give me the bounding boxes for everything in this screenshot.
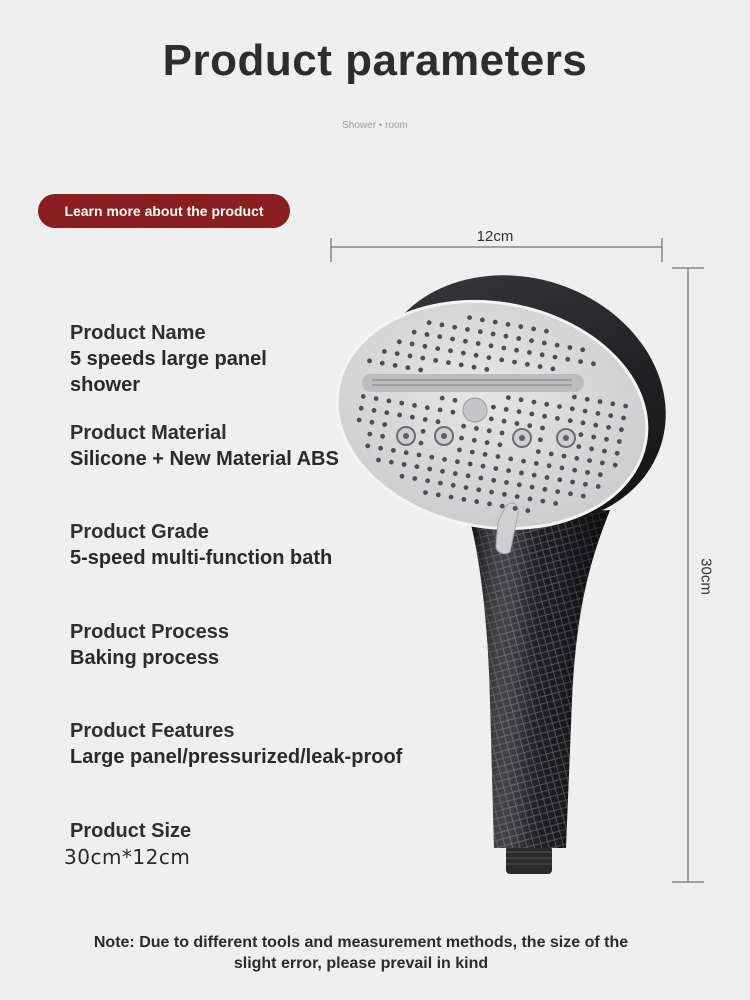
spray-hole: [568, 345, 573, 350]
spray-hole: [480, 318, 485, 323]
spray-hole: [380, 434, 385, 439]
spray-hole: [376, 458, 381, 463]
spray-hole: [361, 394, 366, 399]
spray-hole: [600, 461, 605, 466]
spray-hole: [526, 508, 531, 513]
spray-hole: [429, 455, 434, 460]
spray-hole: [501, 346, 506, 351]
spray-hole: [419, 441, 424, 446]
spray-hole: [565, 357, 570, 362]
spray-hole: [540, 426, 545, 431]
spray-hole: [598, 472, 603, 477]
spray-hole: [500, 504, 505, 509]
spray-hole: [399, 401, 404, 406]
spray-hole: [415, 464, 420, 469]
spray-hole: [436, 493, 441, 498]
spray-hole: [466, 473, 471, 478]
spray-hole: [589, 446, 594, 451]
spec-value: 30cm*12cm: [64, 845, 191, 869]
spray-hole: [474, 353, 479, 358]
spray-hole: [547, 463, 552, 468]
spray-hole: [551, 367, 556, 372]
spray-hole: [506, 468, 511, 473]
spray-hole: [608, 413, 613, 418]
spray-hole: [479, 476, 484, 481]
spray-hole: [436, 419, 441, 424]
note-line-1: Note: Due to different tools and measurement methods, the size of the: [93, 934, 629, 951]
spray-hole: [472, 365, 477, 370]
spray-hole: [518, 324, 523, 329]
page-subtitle: Shower • room: [342, 120, 408, 131]
spray-hole: [504, 407, 509, 412]
spray-hole: [417, 453, 422, 458]
spray-hole: [560, 466, 565, 471]
spray-hole: [576, 444, 581, 449]
spray-hole: [357, 418, 362, 423]
spray-hole: [491, 405, 496, 410]
spray-hole: [617, 439, 622, 444]
spray-hole: [397, 413, 402, 418]
spray-hole: [408, 354, 413, 359]
spray-hole: [519, 397, 524, 402]
spray-hole: [527, 423, 532, 428]
spray-hole: [418, 368, 423, 373]
spray-hole: [461, 424, 466, 429]
spray-hole: [374, 396, 379, 401]
spray-hole: [400, 474, 405, 479]
spray-hole: [459, 436, 464, 441]
spray-hole: [604, 437, 609, 442]
learn-more-button[interactable]: Learn more about the product: [38, 194, 290, 228]
spray-hole: [619, 427, 624, 432]
spray-hole: [387, 399, 392, 404]
spray-hole: [613, 463, 618, 468]
spray-hole: [530, 485, 535, 490]
spray-hole: [453, 398, 458, 403]
spray-hole: [525, 362, 530, 367]
spray-hole: [491, 478, 496, 483]
spray-hole: [596, 484, 601, 489]
spray-hole: [442, 457, 447, 462]
spray-hole: [425, 405, 430, 410]
spray-hole: [393, 363, 398, 368]
spray-hole: [532, 400, 537, 405]
spray-hole: [455, 459, 460, 464]
spray-hole: [515, 494, 520, 499]
spray-hole: [472, 438, 477, 443]
dimension-ruler-horizontal: [331, 238, 662, 262]
spray-hole: [517, 409, 522, 414]
spray-hole: [532, 473, 537, 478]
spray-hole: [606, 425, 611, 430]
note-line-2: slight error, please prevail in kind: [233, 955, 489, 972]
spray-hole: [516, 336, 521, 341]
spray-hole: [359, 406, 364, 411]
spray-hole: [574, 456, 579, 461]
spec-label: Product Size: [70, 820, 192, 842]
spec-value: Silicone + New Material ABS: [70, 448, 339, 470]
spray-hole: [491, 332, 496, 337]
height-dimension-label: 30cm: [697, 558, 715, 595]
spray-hole: [370, 420, 375, 425]
spray-hole: [464, 485, 469, 490]
spray-hole: [544, 402, 549, 407]
spray-hole: [514, 348, 519, 353]
spec-label: Product Features: [70, 720, 235, 742]
spray-hole: [427, 467, 432, 472]
spray-hole: [478, 329, 483, 334]
spray-hole: [440, 396, 445, 401]
spray-hole: [521, 459, 526, 464]
spray-hole: [389, 460, 394, 465]
spray-hole: [425, 478, 430, 483]
spec-label: Product Process: [70, 621, 229, 643]
spray-hole: [528, 497, 533, 502]
spray-hole: [621, 416, 626, 421]
spray-hole: [531, 327, 536, 332]
spray-hole: [384, 410, 389, 415]
spray-hole: [500, 431, 505, 436]
spray-hole: [382, 349, 387, 354]
spray-hole: [493, 320, 498, 325]
spray-hole: [483, 452, 488, 457]
spray-hole: [427, 320, 432, 325]
spray-hole: [378, 446, 383, 451]
spray-hole: [450, 337, 455, 342]
spray-hole: [512, 360, 517, 365]
spray-hole: [572, 395, 577, 400]
spray-hole: [545, 475, 550, 480]
spray-hole: [504, 480, 509, 485]
spray-hole: [474, 499, 479, 504]
spray-hole: [578, 359, 583, 364]
spray-hole: [463, 339, 468, 344]
spray-hole: [598, 399, 603, 404]
spray-hole: [506, 322, 511, 327]
spray-hole: [423, 417, 428, 422]
dimension-ruler-vertical: [672, 268, 704, 882]
spray-hole: [527, 350, 532, 355]
spec-value: Large panel/pressurized/leak-proof: [70, 746, 403, 768]
spray-hole: [538, 364, 543, 369]
spray-hole: [459, 363, 464, 368]
spray-hole: [568, 491, 573, 496]
spray-hole: [580, 347, 585, 352]
spray-hole: [513, 506, 518, 511]
spray-hole: [489, 417, 494, 422]
spray-hole: [440, 323, 445, 328]
spray-hole: [519, 471, 524, 476]
spray-hole: [553, 501, 558, 506]
spray-hole: [451, 410, 456, 415]
spray-hole: [610, 401, 615, 406]
spray-hole: [425, 332, 430, 337]
spray-hole: [534, 461, 539, 466]
spray-hole: [481, 464, 486, 469]
spray-hole: [570, 480, 575, 485]
spray-hole: [585, 397, 590, 402]
spray-hole: [395, 351, 400, 356]
spray-hole: [462, 497, 467, 502]
spray-hole: [470, 450, 475, 455]
spray-hole: [562, 454, 567, 459]
spray-hole: [615, 451, 620, 456]
spray-hole: [487, 428, 492, 433]
spray-hole: [468, 462, 473, 467]
spray-hole: [502, 419, 507, 424]
spray-hole: [583, 409, 588, 414]
width-dimension-label: 12cm: [476, 228, 514, 245]
spray-hole: [433, 358, 438, 363]
spray-hole: [515, 421, 520, 426]
spray-hole: [504, 334, 509, 339]
spray-hole: [474, 426, 479, 431]
spray-hole: [623, 404, 628, 409]
spray-hole: [465, 327, 470, 332]
spray-hole: [404, 450, 409, 455]
spray-hole: [367, 359, 372, 364]
spray-hole: [438, 481, 443, 486]
spray-hole: [553, 355, 558, 360]
spray-hole: [555, 416, 560, 421]
spray-hole: [397, 339, 402, 344]
spray-hole: [451, 483, 456, 488]
spray-hole: [529, 412, 534, 417]
spray-hole: [602, 449, 607, 454]
spec-label: Product Material: [70, 422, 227, 444]
spray-hole: [435, 346, 440, 351]
spray-hole: [402, 462, 407, 467]
spray-hole: [476, 487, 481, 492]
spray-hole: [540, 352, 545, 357]
spray-hole: [449, 495, 454, 500]
spray-hole: [423, 490, 428, 495]
spray-hole: [555, 343, 560, 348]
spray-hole: [506, 395, 511, 400]
spray-hole: [583, 482, 588, 487]
spray-hole: [461, 351, 466, 356]
spray-hole: [568, 418, 573, 423]
spray-hole: [440, 469, 445, 474]
spray-hole: [448, 348, 453, 353]
spray-hole: [372, 408, 377, 413]
spec-label: Product Name: [70, 322, 206, 344]
spray-hole: [542, 341, 547, 346]
spray-hole: [412, 330, 417, 335]
spec-value: 5 speeds large panel shower: [70, 348, 267, 396]
spray-hole: [496, 454, 501, 459]
spray-hole: [437, 334, 442, 339]
spray-hole: [536, 449, 541, 454]
spray-hole: [502, 492, 507, 497]
spray-hole: [508, 457, 513, 462]
spray-hole: [485, 440, 490, 445]
spray-hole: [423, 344, 428, 349]
spray-hole: [487, 355, 492, 360]
spray-hole: [499, 358, 504, 363]
spray-hole: [591, 361, 596, 366]
spray-hole: [484, 367, 489, 372]
spray-hole: [380, 361, 385, 366]
spray-hole: [452, 325, 457, 330]
spray-hole: [410, 415, 415, 420]
spray-hole: [587, 458, 592, 463]
spray-hole: [549, 452, 554, 457]
spray-hole: [493, 466, 498, 471]
spray-hole: [498, 442, 503, 447]
spray-hole: [446, 360, 451, 365]
spray-hole: [585, 470, 590, 475]
shower-head-image: [319, 238, 699, 874]
spray-hole: [581, 494, 586, 499]
spray-hole: [382, 422, 387, 427]
spray-hole: [557, 477, 562, 482]
spray-hole: [412, 476, 417, 481]
spray-hole: [581, 421, 586, 426]
spray-hole: [540, 499, 545, 504]
spray-hole: [529, 338, 534, 343]
spray-hole: [570, 406, 575, 411]
disclaimer-note: [0, 932, 722, 974]
spray-hole: [410, 342, 415, 347]
spray-hole: [596, 411, 601, 416]
spray-hole: [517, 482, 522, 487]
spray-hole: [544, 329, 549, 334]
spray-hole: [453, 471, 458, 476]
spec-value: 5-speed multi-function bath: [70, 547, 333, 569]
page-title: Product parameters: [162, 36, 588, 85]
spray-hole: [579, 432, 584, 437]
spray-hole: [591, 435, 596, 440]
spray-hole: [406, 365, 411, 370]
spray-hole: [593, 423, 598, 428]
spray-hole: [489, 343, 494, 348]
spray-hole: [467, 315, 472, 320]
spray-hole: [542, 414, 547, 419]
spray-hole: [538, 437, 543, 442]
spray-hole: [543, 487, 548, 492]
spray-hole: [421, 429, 426, 434]
spray-hole: [557, 404, 562, 409]
spec-label: Product Grade: [70, 521, 209, 543]
spray-hole: [572, 468, 577, 473]
spray-hole: [476, 341, 481, 346]
spec-value: Baking process: [70, 647, 219, 669]
spray-hole: [367, 432, 372, 437]
spray-hole: [412, 403, 417, 408]
spray-hole: [365, 444, 370, 449]
spray-hole: [555, 489, 560, 494]
spray-hole: [420, 356, 425, 361]
spray-hole: [391, 448, 396, 453]
spray-hole: [457, 448, 462, 453]
spray-hole: [489, 490, 494, 495]
spray-hole: [438, 408, 443, 413]
spray-hole: [487, 502, 492, 507]
